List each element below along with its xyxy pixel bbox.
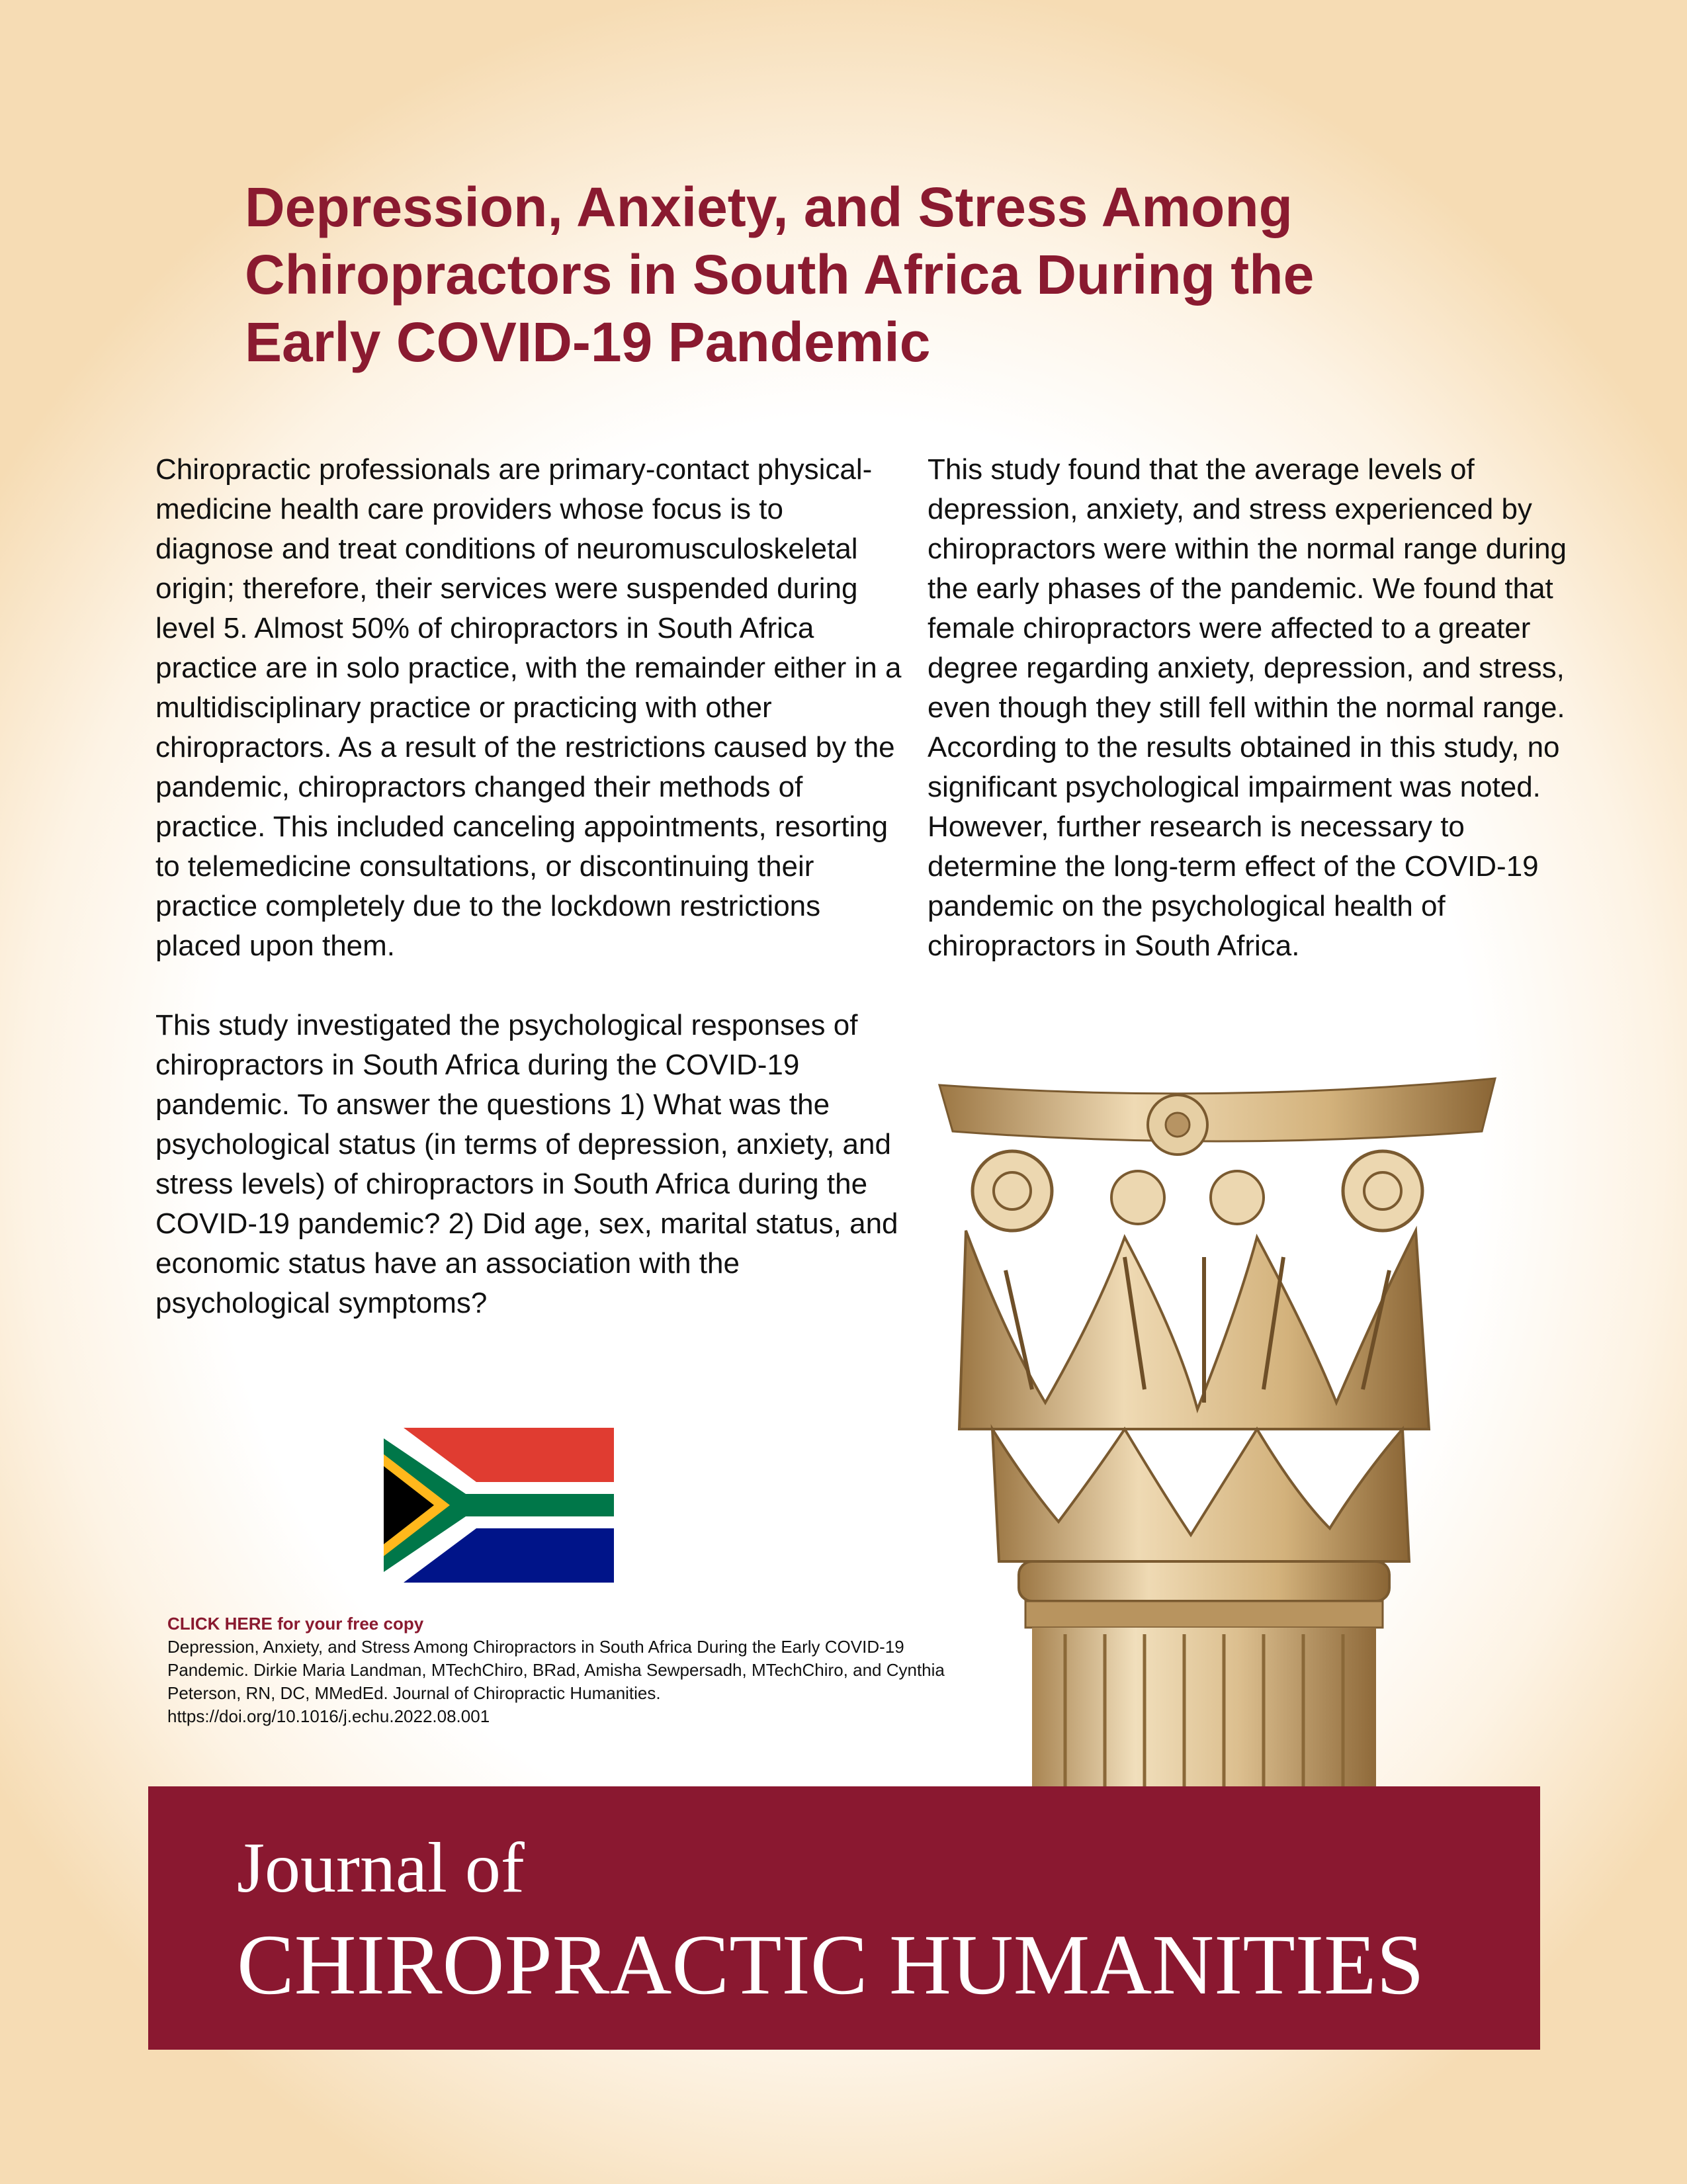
citation-text: Depression, Anxiety, and Stress Among Chiropractors in South Africa During the Early COVID-19 Pandemic. Dirkie Maria Landman, MTechChiro, BRad, Amisha Sewpersadh, MTechChiro, and Cynthia Peterson, RN, DC, MMedEd. Journal of Chiropractic Humanities. https://doi.org/10.1016/j.echu.2022.08.001 (167, 1637, 945, 1726)
journal-banner (148, 1786, 1540, 2050)
citation-block (167, 1612, 948, 1728)
title-line: Early COVID-19 Pandemic (245, 311, 931, 373)
title-line: Depression, Anxiety, and Stress Among (245, 176, 1293, 238)
free-copy-link[interactable]: CLICK HERE for your free copy (167, 1614, 424, 1634)
corinthian-column-image (926, 1059, 1508, 1790)
journal-name-line1: Journal of (237, 1829, 525, 1907)
body-paragraph: This study found that the average levels of depression, anxiety, and stress experienced by chiropractors were within the normal range during the early phases of the pandemic. We found that female chiropractors were affected to a greater degree regarding anxiety, depression, and stress, even though they still fell within the normal range. According to the results obtained in this study, no significant psychological impairment was noted. However, further research is necessary to determine the long-term effect of the COVID-19 pandemic on the psychological health of chiropractors in South Africa. (928, 453, 1567, 962)
journal-name-line2: CHIROPRACTIC HUMANITIES (237, 1917, 1424, 2013)
left-column (155, 450, 903, 1323)
title-line: Chiropractors in South Africa During the (245, 243, 1315, 306)
body-paragraph: Chiropractic professionals are primary-contact physical-medicine health care providers whose focus is to diagnose and treat conditions of neuromusculoskeletal origin; therefore, their services were suspended during level 5. Almost 50% of chiropractors in South Africa practice are in solo practice, with the remainder either in a multidisciplinary practice or practicing with other chiropractors. As a result of the restrictions caused by the pandemic, chiropractors changed their methods of practice. This included canceling appointments, resorting to telemedicine consultations, or discontinuing their practice completely due to the lockdown restrictions placed upon them. (155, 453, 902, 962)
south-africa-flag (384, 1428, 614, 1583)
body-paragraph: This study investigated the psychological responses of chiropractors in South Africa during the COVID-19 pandemic. To answer the questions 1) What was the psychological status (in terms of depression, anxiety, and stress levels) of chiropractors in South Africa during the COVID-19 pandemic? 2) Did age, sex, marital status, and economic status have an association with the psychological symptoms? (155, 1009, 898, 1319)
right-column (928, 450, 1589, 966)
article-title (245, 173, 1436, 376)
